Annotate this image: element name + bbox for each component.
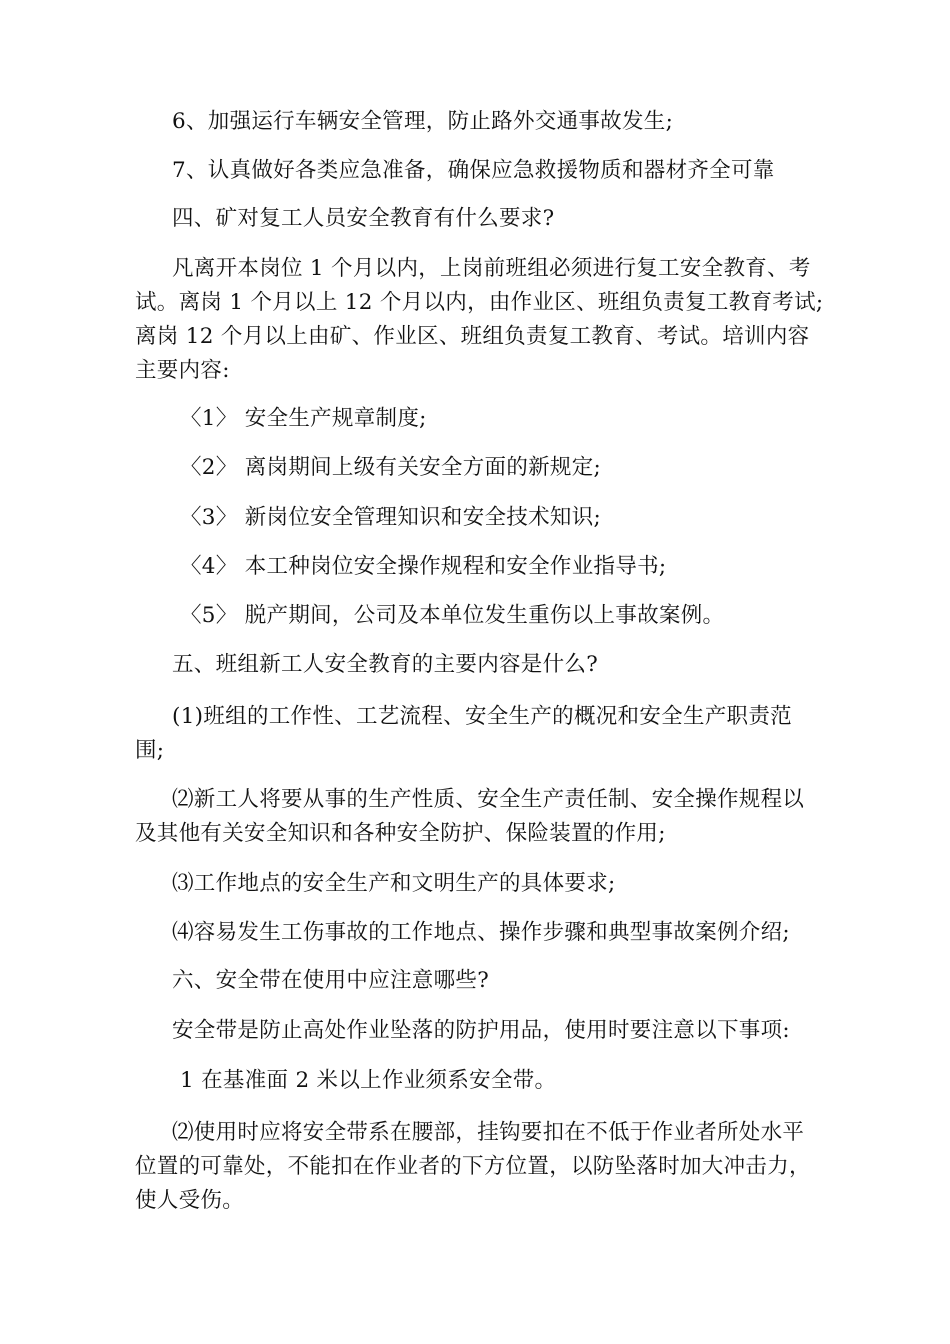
list-item: ⑶工作地点的安全生产和文明生产的具体要求; bbox=[172, 871, 616, 896]
list-item-continuation: 及其他有关安全知识和各种安全防护、保险装置的作用; bbox=[135, 821, 666, 846]
section-heading: 六、安全带在使用中应注意哪些? bbox=[172, 968, 490, 993]
list-item-continuation: 围; bbox=[135, 738, 165, 763]
list-item-continuation: 使人受伤。 bbox=[135, 1188, 245, 1213]
list-item: 〈2〉 离岗期间上级有关安全方面的新规定; bbox=[180, 455, 602, 480]
list-item: (1)班组的工作性、工艺流程、安全生产的概况和安全生产职责范 bbox=[172, 704, 792, 729]
paragraph-line: 试。离岗 1 个月以上 12 个月以内，由作业区、班组负责复工教育考试; bbox=[135, 290, 824, 315]
text-line: 6、加强运行车辆安全管理，防止路外交通事故发生; bbox=[172, 109, 674, 134]
list-item: 〈4〉 本工种岗位安全操作规程和安全作业指导书; bbox=[180, 554, 667, 579]
paragraph-line: 离岗 12 个月以上由矿、作业区、班组负责复工教育、考试。培训内容 bbox=[135, 324, 810, 349]
paragraph-line: 凡离开本岗位 1 个月以内，上岗前班组必须进行复工安全教育、考 bbox=[172, 256, 811, 281]
list-item: ⑷容易发生工伤事故的工作地点、操作步骤和典型事故案例介绍; bbox=[172, 920, 790, 945]
paragraph-line: 主要内容: bbox=[135, 358, 230, 383]
text-line: 7、认真做好各类应急准备，确保应急救援物质和器材齐全可靠 bbox=[172, 158, 775, 183]
section-heading: 四、矿对复工人员安全教育有什么要求? bbox=[172, 206, 555, 231]
list-item-continuation: 位置的可靠处，不能扣在作业者的下方位置，以防坠落时加大冲击力， bbox=[135, 1154, 811, 1179]
list-item: ⑵新工人将要从事的生产性质、安全生产责任制、安全操作规程以 bbox=[172, 787, 805, 812]
section-heading: 五、班组新工人安全教育的主要内容是什么? bbox=[172, 652, 599, 677]
list-item: 〈3〉 新岗位安全管理知识和安全技术知识; bbox=[180, 505, 602, 530]
list-item: 〈1〉 安全生产规章制度; bbox=[180, 406, 427, 431]
list-item: 〈5〉 脱产期间，公司及本单位发生重伤以上事故案例。 bbox=[180, 603, 725, 628]
list-item: ⑵使用时应将安全带系在腰部，挂钩要扣在不低于作业者所处水平 bbox=[172, 1120, 805, 1145]
list-item: 1 在基准面 2 米以上作业须系安全带。 bbox=[180, 1068, 557, 1093]
paragraph-line: 安全带是防止高处作业坠落的防护用品，使用时要注意以下事项: bbox=[172, 1018, 790, 1043]
